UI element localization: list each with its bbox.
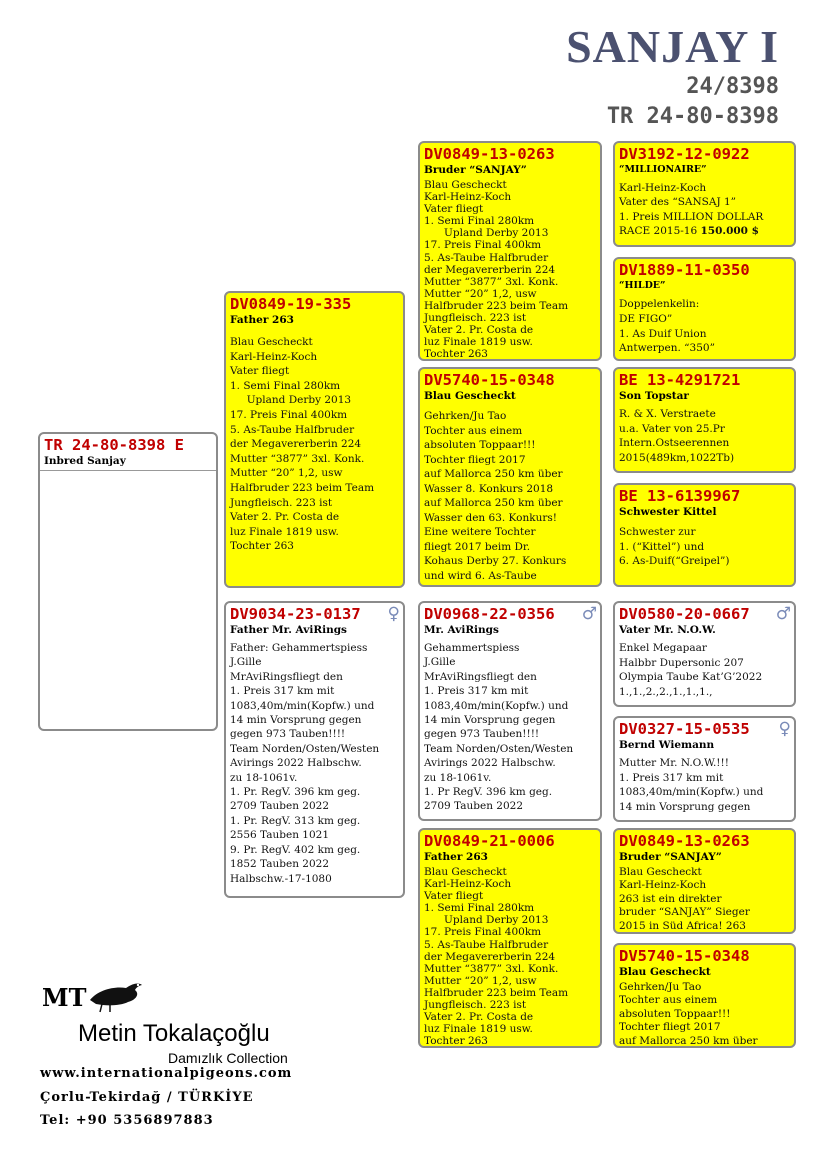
ring-number: DV0849-21-0006 xyxy=(424,832,555,850)
svg-text:MT: MT xyxy=(42,983,87,1012)
card-subtitle: Bruder “SANJAY” xyxy=(619,851,722,863)
male-icon: ♂ xyxy=(581,604,597,624)
male-icon: ♂ xyxy=(775,604,791,624)
breeder-phone: Tel: +90 5356897883 xyxy=(40,1113,214,1128)
card-subtitle: Son Topstar xyxy=(619,390,689,402)
pigeon-logo-icon xyxy=(40,976,150,1016)
card-subtitle: Mr. AviRings xyxy=(424,624,499,636)
great-grandparent-card xyxy=(613,483,796,587)
card-subtitle: “HILDE” xyxy=(619,280,666,291)
grandfather-paternal-card xyxy=(418,141,602,361)
card-description: R. & X. Verstraete u.a. Vater von 25.Pr Intern.Ostseerennen 2015(489km,1022Tb) xyxy=(619,408,735,464)
ring-number: DV1889-11-0350 xyxy=(619,261,750,279)
card-description: Blau Gescheckt Karl-Heinz-Koch Vater fliegt 1. Semi Final 280km Upland Derby 2013 17. Preis Final 400km 5. As-Taube Halfbruder der Megavererberin 224 Mutter “3877” 3xl. Konk. Mutter “20” 1,2, usw Halfbruder 223 beim Team Jungfleisch. 223 ist Vater 2. Pr. Costa de luz Finale 1819 usw. Tochter 263 xyxy=(424,179,569,361)
card-description: Schwester zur 1. (“Kittel”) und 6. As-Duif(“Greipel”) xyxy=(619,526,730,568)
card-subtitle: Bernd Wiemann xyxy=(619,739,715,751)
ring-number: BE 13-4291721 xyxy=(619,371,741,389)
mother-card xyxy=(224,601,405,898)
ring-number: DV5740-15-0348 xyxy=(619,947,750,965)
breeder-name: Metin Tokalaçoğlu xyxy=(78,1020,270,1047)
female-icon: ♀ xyxy=(387,604,400,624)
great-grandparent-card xyxy=(613,716,796,822)
card-description: Blau Gescheckt Karl-Heinz-Koch Vater fliegt 1. Semi Final 280km Upland Derby 2013 17. Preis Final 400km 5. As-Taube Halfbruder der Megavererberin 224 Mutter “3877” 3xl. Konk. Mutter “20” 1,2, usw Halfbruder 223 beim Team Jungfleisch. 223 ist Vater 2. Pr. Costa de luz Finale 1819 usw. Tochter 263 xyxy=(230,336,375,553)
ring-number: BE 13-6139967 xyxy=(619,487,741,505)
breeder-subtitle: Damızlık Collection xyxy=(168,1050,288,1066)
card-subtitle: Schwester Kittel xyxy=(619,506,717,518)
card-description: Enkel Megapaar Halbbr Dupersonic 207 Olympia Taube Kat’G’2022 1.,1.,2.,2.,1.,1.,1., xyxy=(619,642,763,698)
card-description: Gehammertspiess J.Gille MrAviRingsfliegt den 1. Preis 317 km mit 1083,40m/min(Kopfw.) und 14 min Vorsprung gegen gegen 973 Tauben!!!! Team Norden/Osten/Westen Avirings 2022 Halbschw. zu 18-1061v. 1. Pr RegV. 396 km geg. 2709 Tauben 2022 xyxy=(424,642,574,813)
ring-number: DV0849-13-0263 xyxy=(619,832,750,850)
card-subtitle: Inbred Sanjay xyxy=(44,455,126,467)
card-subtitle: Father 263 xyxy=(230,314,294,326)
card-description: Father: Gehammertspiess J.Gille MrAviRingsfliegt den 1. Preis 317 km mit 1083,40m/min(Kopfw.) und 14 min Vorsprung gegen gegen 973 Tauben!!!! Team Norden/Osten/Westen Avirings 2022 Halbschw. zu 18-1061v. 1. Pr. RegV. 396 km geg. 2709 Tauben 2022 1. Pr. RegV. 313 km geg. 2556 Tauben 1021 9. Pr. RegV. 402 km geg. 1852 Tauben 2022 Halbschw.-17-1080 xyxy=(230,642,380,885)
breeder-location: Çorlu-Tekirdağ / TÜRKİYE xyxy=(40,1090,254,1105)
card-subtitle: Father Mr. AviRings xyxy=(230,624,347,636)
pigeon-ring: TR 24-80-8398 xyxy=(606,104,779,129)
father-card xyxy=(224,291,405,588)
card-description: Gehrken/Ju Tao Tochter aus einem absoluten Toppaar!!! Tochter fliegt 2017 auf Mallorca 250 km über Wasser 8. Konkurs 2018 auf Mallorca 250 km über Wasser den 63. Konkurs! Eine weitere Tochter fliegt 2017 beim Dr. Kohaus Derby 27. Konkurs und wird 6. As-Taube xyxy=(424,410,567,582)
card-subtitle: Father 263 xyxy=(424,851,488,863)
card-subtitle: Bruder “SANJAY” xyxy=(424,164,527,176)
great-grandparent-card xyxy=(613,828,796,934)
card-subtitle: Vater Mr. N.O.W. xyxy=(619,624,716,636)
ring-number: DV5740-15-0348 xyxy=(424,371,555,389)
grandmother-paternal-card xyxy=(418,367,602,587)
card-description xyxy=(619,181,790,239)
card-subtitle: Blau Gescheckt xyxy=(619,966,711,978)
grandmother-maternal-card xyxy=(418,828,602,1048)
great-grandparent-card xyxy=(613,141,796,247)
great-grandparent-card xyxy=(613,257,796,361)
card-description: Gehrken/Ju Tao Tochter aus einem absoluten Toppaar!!! Tochter fliegt 2017 auf Mallorca 250 km über xyxy=(619,981,758,1047)
great-grandparent-card xyxy=(613,367,796,473)
great-grandparent-card xyxy=(613,943,796,1048)
female-icon: ♀ xyxy=(778,719,791,739)
subject-card xyxy=(38,432,218,731)
grandfather-maternal-card xyxy=(418,601,602,821)
ring-number: DV0849-19-335 xyxy=(230,295,352,313)
card-description: Doppelenkelin: DE FIGO” 1. As Duif Union Antwerpen. “350” xyxy=(619,298,715,355)
pigeon-name: SANJAY I xyxy=(566,21,779,72)
card-description: Blau Gescheckt Karl-Heinz-Koch Vater fliegt 1. Semi Final 280km Upland Derby 2013 17. Preis Final 400km 5. As-Taube Halfbruder der Megavererberin 224 Mutter “3877” 3xl. Konk. Mutter “20” 1,2, usw Halfbruder 223 beim Team Jungfleisch. 223 ist Vater 2. Pr. Costa de luz Finale 1819 usw. Tochter 263 xyxy=(424,866,569,1048)
card-description: Mutter Mr. N.O.W.!!! 1. Preis 317 km mit 1083,40m/min(Kopfw.) und 14 min Vorsprung gegen xyxy=(619,757,764,813)
ring-number: DV3192-12-0922 xyxy=(619,145,750,163)
ring-number: DV0580-20-0667 xyxy=(619,605,750,623)
card-subtitle: “MILLIONAIRE” xyxy=(619,164,707,175)
pigeon-number: 24/8398 xyxy=(686,74,779,99)
card-subtitle: Blau Gescheckt xyxy=(424,390,516,402)
ring-number: DV0968-22-0356 xyxy=(424,605,555,623)
breeder-logo xyxy=(40,976,150,1020)
card-description: Blau Gescheckt Karl-Heinz-Koch 263 ist ein direkter bruder “SANJAY” Sieger 2015 in Süd Africa! 263 xyxy=(619,866,750,932)
website-link[interactable]: www.internationalpigeons.com xyxy=(40,1066,293,1081)
description-text: Karl-Heinz-Koch Vater des “SANSAJ 1” 1. Preis MILLION DOLLAR RACE 2015-16 xyxy=(619,182,764,238)
ring-number: TR 24-80-8398 E xyxy=(44,436,184,454)
ring-number: DV0849-13-0263 xyxy=(424,145,555,163)
great-grandparent-card xyxy=(613,601,796,707)
ring-number: DV0327-15-0535 xyxy=(619,720,750,738)
prize-amount: 150.000 $ xyxy=(700,225,759,238)
ring-number: DV9034-23-0137 xyxy=(230,605,361,623)
